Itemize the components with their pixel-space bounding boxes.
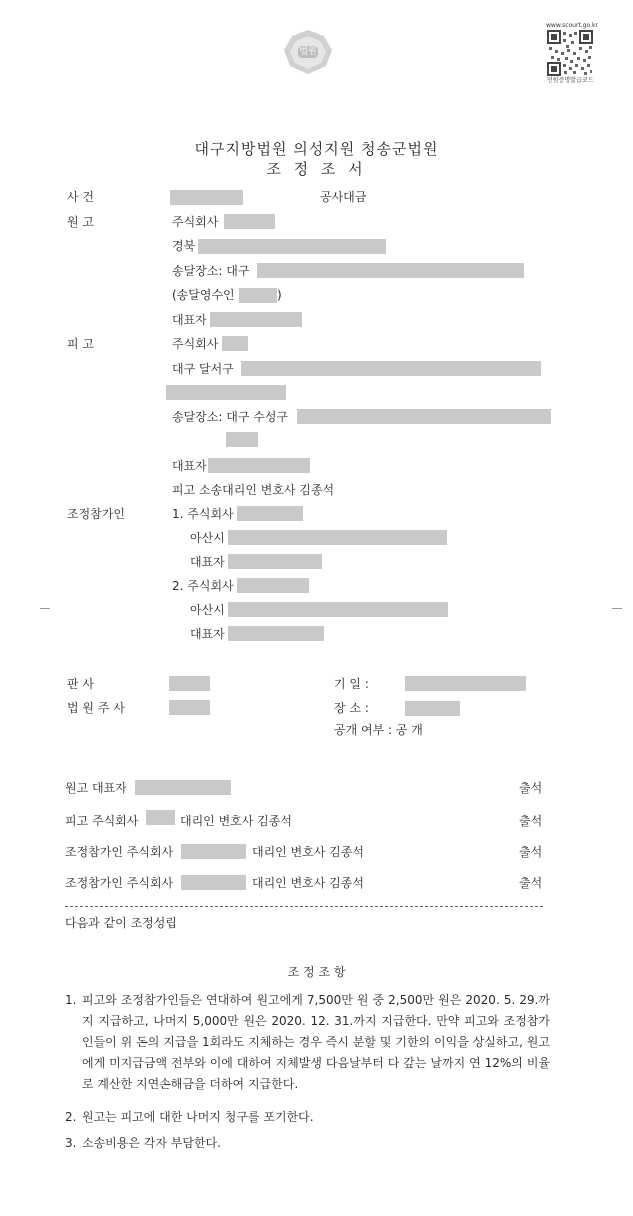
plaintiff-label: 원 고 [67,215,94,229]
defendant-address-prefix: 대구 달서구 [172,362,234,376]
redacted-defendant-rep [208,458,310,473]
plaintiff-receiver-close: ) [277,288,282,302]
qr-caption: 민원증명발급코드 [547,77,594,84]
redacted-intervenor-2-address [228,602,448,617]
right-margin-mark [612,608,622,609]
defendant-rep-label: 대표자 [172,459,207,473]
term-2-number: 2. [65,1110,77,1124]
redacted-plaintiff-service-address [257,263,524,278]
qr-code-icon [547,30,593,76]
redacted-plaintiff-rep [210,312,302,327]
redacted-plaintiff-address [198,239,386,254]
document-title: 조 정 조 서 [266,160,367,178]
attendance-1-prefix: 원고 대표자 [65,781,127,795]
qr-url: www.scourt.go.kr [546,22,598,29]
redacted-attendance-4 [181,875,246,890]
term-3-text: 소송비용은 각자 부담한다. [82,1136,221,1150]
terms-title: 조 정 조 항 [287,965,346,979]
qr-code [547,30,593,76]
redacted-intervenor-1-rep [228,554,322,569]
plaintiff-rep-label: 대표자 [172,313,207,327]
redacted-intervenor-2-company [237,578,309,593]
redacted-defendant-company [222,336,248,351]
term-1-text: 피고와 조정참가인들은 연대하여 원고에게 7,500만 원 중 2,500만 원은 2020. 5. 29.까지 지급하고, 나머지 5,000만 원은 2020. 12. 31.까지 지급한다. 만약 피고와 조정참가인들이 위 돈의 지급을 1회라도 지체하는 경우 즉시 분할 및 기한의 이익을 상실하고, 원고에게 미지급금액 전부와 이에 대하여 지체발생 다음날부터 다 갚는 날까지 연 12%의 비율로 계산한 지연손해금을 더하여 지급한다. [82,993,550,1091]
redacted-judge [169,676,210,691]
attendance-1-status: 출석 [519,781,543,795]
left-margin-mark [40,608,50,609]
intervenor-2-company-prefix: 2. 주식회사 [172,579,234,593]
public-status: 공개 여부 : 공 개 [334,723,423,737]
redacted-place [405,701,460,716]
term-2-text: 원고는 피고에 대한 나머지 청구를 포기한다. [82,1110,314,1124]
date-label: 기 일 : [334,677,369,691]
intervenor-2-city: 아산시 [190,603,225,617]
attendance-3-status: 출석 [519,845,543,859]
attendance-4-prefix: 조정참가인 주식회사 [65,876,174,890]
clerk-label: 법 원 주 사 [67,701,125,715]
plaintiff-company-prefix: 주식회사 [172,215,219,229]
court-name: 대구지방법원 의성지원 청송군법원 [194,140,439,158]
defendant-label: 피 고 [67,337,94,351]
intervenor-2-rep-label: 대표자 [190,627,225,641]
emblem-label: 법원 [299,47,317,57]
redacted-defendant-service-address-2 [226,432,258,447]
attendance-2-status: 출석 [519,814,543,828]
redacted-case-number [170,190,243,205]
attendance-4-status: 출석 [519,876,543,890]
intervenor-1-company-prefix: 1. 주식회사 [172,507,234,521]
intervenor-label: 조정참가인 [67,507,125,521]
attendance-3-suffix: 대리인 변호사 김종석 [252,845,364,859]
attendance-2-prefix: 피고 주식회사 [65,814,139,828]
defendant-attorney-line: 피고 소송대리인 변호사 김종석 [172,483,335,497]
court-emblem [280,28,336,76]
defendant-service-address-prefix: 송달장소: 대구 수성구 [172,410,289,424]
term-1-number: 1. [65,993,77,1007]
redacted-intervenor-1-company [237,506,303,521]
redacted-defendant-service-address-1 [297,409,551,424]
redacted-intervenor-2-rep [228,626,324,641]
attendance-4-suffix: 대리인 변호사 김종석 [252,876,364,890]
redacted-attendance-3 [181,844,246,859]
intervenor-1-city: 아산시 [190,531,225,545]
redacted-intervenor-1-address [228,530,447,545]
intervenor-1-rep-label: 대표자 [190,555,225,569]
redacted-defendant-address-2 [166,385,286,400]
redacted-defendant-address-1 [241,361,541,376]
section-divider [65,906,543,907]
redacted-date [405,676,526,691]
redacted-plaintiff-company [224,214,275,229]
case-label: 사 건 [67,190,94,204]
outcome-text: 다음과 같이 조정성립 [65,916,177,930]
redacted-plaintiff-receiver [239,288,277,303]
plaintiff-receiver-open: (송달영수인 [172,288,235,302]
term-3-number: 3. [65,1136,77,1150]
plaintiff-address-prefix: 경북 [172,239,196,253]
redacted-attendance-1 [135,780,231,795]
redacted-clerk [169,700,210,715]
place-label: 장 소 : [334,701,369,715]
attendance-3-prefix: 조정참가인 주식회사 [65,845,174,859]
plaintiff-service-address-prefix: 송달장소: 대구 [172,264,250,278]
judge-label: 판 사 [67,677,94,691]
attendance-2-suffix: 대리인 변호사 김종석 [180,814,292,828]
redacted-attendance-2 [146,810,175,825]
defendant-company-prefix: 주식회사 [172,337,219,351]
case-name: 공사대금 [320,190,367,204]
